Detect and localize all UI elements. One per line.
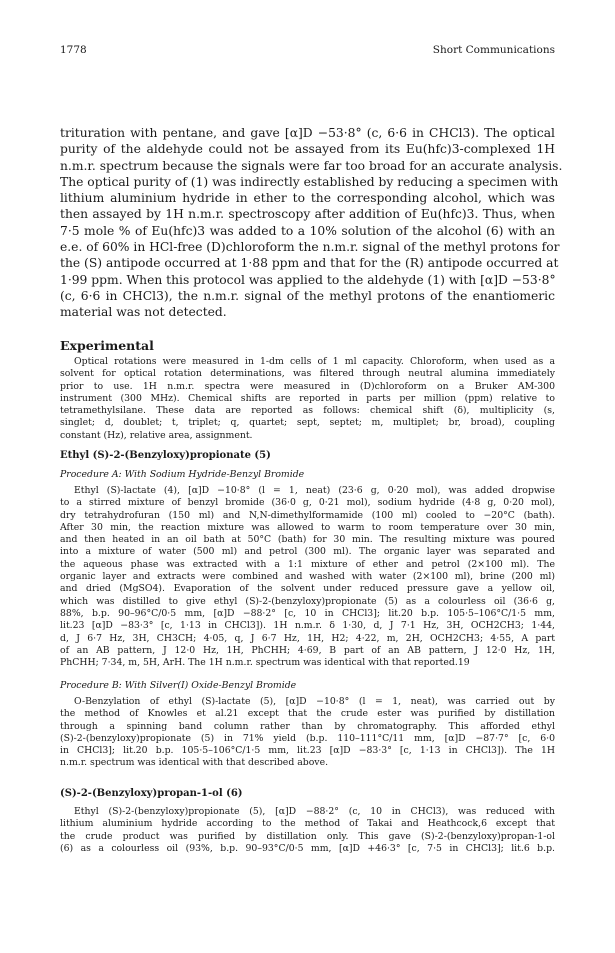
text-line: which was distilled to give ethyl (S)-2-(benzyloxy)propionate (5) as a colourless oil (36·6 g, xyxy=(60,595,555,607)
text-line: lit.23 [α]D −83·3° [c, 1·13 in CHCl3]). 1H n.m.r. δ 1·30, d, J 7·1 Hz, 3H, OCH2CH3; 1·44, xyxy=(60,620,555,632)
text-line: lithium aluminium hydride in ether to the corresponding alcohol, which was xyxy=(60,191,555,206)
text-line: material was not detected. xyxy=(60,305,227,320)
text-line: The optical purity of (1) was indirectly established by reducing a specimen with xyxy=(60,174,559,189)
running-title: Short Communications xyxy=(432,44,555,56)
text-line: After 30 min, the reaction mixture was allowed to warm to room temperature over 30 min, xyxy=(60,521,555,533)
text-line: Ethyl (S)-2-(benzyloxy)propionate (5), [α]D −88·2° (c, 10 in CHCl3), was reduced with xyxy=(74,806,555,817)
text-line: to a stirred mixture of benzyl bromide (36·0 g, 0·21 mol), sodium hydride (4·8 g, 0·20 mol), xyxy=(60,497,555,509)
text-line: lithium aluminium hydride according to the method of Takai and Heathcock,6 except that xyxy=(60,818,555,830)
text-line: purity of the aldehyde could not be assayed from its Eu(hfc)3-complexed 1H xyxy=(60,142,555,157)
procedure-b-title: Procedure B: With Silver(I) Oxide-Benzyl Bromide xyxy=(60,680,297,691)
text-line: instrument (300 MHz). Chemical shifts are reported in parts per million (ppm) relative to xyxy=(60,392,555,404)
experimental-heading: Experimental xyxy=(60,338,154,353)
text-line: dry tetrahydrofuran (150 ml) and N,N-dimethylformamide (100 ml) cooled to −20°C (bath). xyxy=(60,509,555,521)
text-line: the method of Knowles et al.21 except that the crude ester was purified by distillation xyxy=(60,708,555,720)
text-line: the (S) antipode occurred at 1·88 ppm and that for the (R) antipode occurred at xyxy=(60,256,559,271)
text-line: e.e. of 60% in HCl-free (D)chloroform the n.m.r. signal of the methyl protons for xyxy=(60,240,560,255)
text-line: in CHCl3]; lit.20 b.p. 105·5–106°C/1·5 mm, lit.23 [α]D −83·3° [c, 1·13 in CHCl3]). The 1H xyxy=(60,745,555,757)
text-line: 88%, b.p. 90–96°C/0·5 mm, [α]D −88·2° [c, 10 in CHCl3]; lit.20 b.p. 105·5–106°C/1·5 mm, xyxy=(60,607,555,619)
text-line: Ethyl (S)-lactate (4), [α]D −10·8° (l = 1, neat) (23·6 g, 0·20 mol), was added dropwise xyxy=(74,485,555,496)
text-line: and dried (MgSO4). Evaporation of the solvent under reduced pressure gave a yellow oil, xyxy=(60,583,555,595)
text-line: of an AB pattern, J 12·0 Hz, 1H, PhCHH; 4·69, B part of an AB pattern, J 12·0 Hz, 1H, xyxy=(60,644,555,656)
page-header xyxy=(60,44,555,56)
text-line: n.m.r. spectrum because the signals were far too broad for an accurate analysis. xyxy=(60,158,563,173)
compound-6-heading: (S)-2-(Benzyloxy)propan-1-ol (6) xyxy=(60,788,243,799)
compound-6-paragraph xyxy=(60,806,555,855)
text-line: 7·5 mole % of Eu(hfc)3 was added to a 10% solution of the alcohol (6) with an xyxy=(60,223,555,238)
text-line: (c, 6·6 in CHCl3), the n.m.r. signal of the methyl protons of the enantiomeric xyxy=(60,288,555,303)
text-line: trituration with pentane, and gave [α]D −53·8° (c, 6·6 in CHCl3). The optical xyxy=(60,126,555,140)
text-line: prior to use. 1H n.m.r. spectra were measured in (D)chloroform on a Bruker AM-300 xyxy=(60,380,555,392)
compound-5-heading: Ethyl (S)-2-(Benzyloxy)propionate (5) xyxy=(60,450,271,461)
text-line: singlet; d, doublet; t, triplet; q, quartet; sept, septet; m, multiplet; br, broad), coupling xyxy=(60,417,555,429)
text-line: O-Benzylation of ethyl (S)-lactate (5), [α]D −10·8° (l = 1, neat), was carried out by xyxy=(74,696,555,707)
text-line: Optical rotations were measured in 1-dm cells of 1 ml capacity. Chloroform, when used as a xyxy=(74,356,555,367)
text-line: d, J 6·7 Hz, 3H, CH3CH; 4·05, q, J 6·7 Hz, 1H, H2; 4·22, m, 2H, OCH2CH3; 4·55, A part xyxy=(60,632,555,644)
text-line: through a spinning band column rather than by chromatography. This afforded ethyl xyxy=(60,720,555,732)
procedure-a-paragraph xyxy=(60,485,555,669)
text-line: PhCHH; 7·34, m, 5H, ArH. The 1H n.m.r. spectrum was identical with that reported.19 xyxy=(60,657,470,669)
text-line: and then heated in an oil bath at 50°C (bath) for 30 min. The resulting mixture was poured xyxy=(60,534,555,546)
text-line: then assayed by 1H n.m.r. spectroscopy after addition of Eu(hfc)3. Thus, when xyxy=(60,207,555,222)
text-line: n.m.r. spectrum was identical with that described above. xyxy=(60,757,329,769)
intro-paragraph xyxy=(60,125,563,321)
text-line: into a mixture of water (500 ml) and petrol (300 ml). The organic layer was separated and xyxy=(60,546,555,558)
text-line: (6) as a colourless oil (93%, b.p. 90–93°C/0·5 mm, [α]D +46·3° [c, 7·5 in CHCl3]; lit.6 b.p. xyxy=(60,842,555,854)
text-line: solvent for optical rotation determinations, was filtered through neutral alumina immediately xyxy=(60,368,555,380)
page-number: 1778 xyxy=(60,44,87,56)
text-line: (S)-2-(benzyloxy)propionate (5) in 71% yield (b.p. 110–111°C/11 mm, [α]D −87·7° [c, 6·0 xyxy=(60,732,555,744)
text-line: constant (Hz), relative area, assignment. xyxy=(60,429,253,441)
text-line: tetramethylsilane. These data are reported as follows: chemical shift (δ), multiplicity (s, xyxy=(60,405,555,417)
procedure-b-paragraph xyxy=(60,696,555,770)
procedure-a-title: Procedure A: With Sodium Hydride-Benzyl Bromide xyxy=(60,469,305,480)
text-line: organic layer and extracts were combined and washed with water (2×100 ml), brine (200 ml) xyxy=(60,571,555,583)
experimental-paragraph xyxy=(60,356,555,442)
text-line: the crude product was purified by distillation only. This gave (S)-2-(benzyloxy)propan-1-ol xyxy=(60,830,555,842)
text-line: the aqueous phase was extracted with a 1:1 mixture of ether and petrol (2×100 ml). The xyxy=(60,558,555,570)
text-line: 1·99 ppm. When this protocol was applied to the aldehyde (1) with [α]D −53·8° xyxy=(60,272,556,287)
